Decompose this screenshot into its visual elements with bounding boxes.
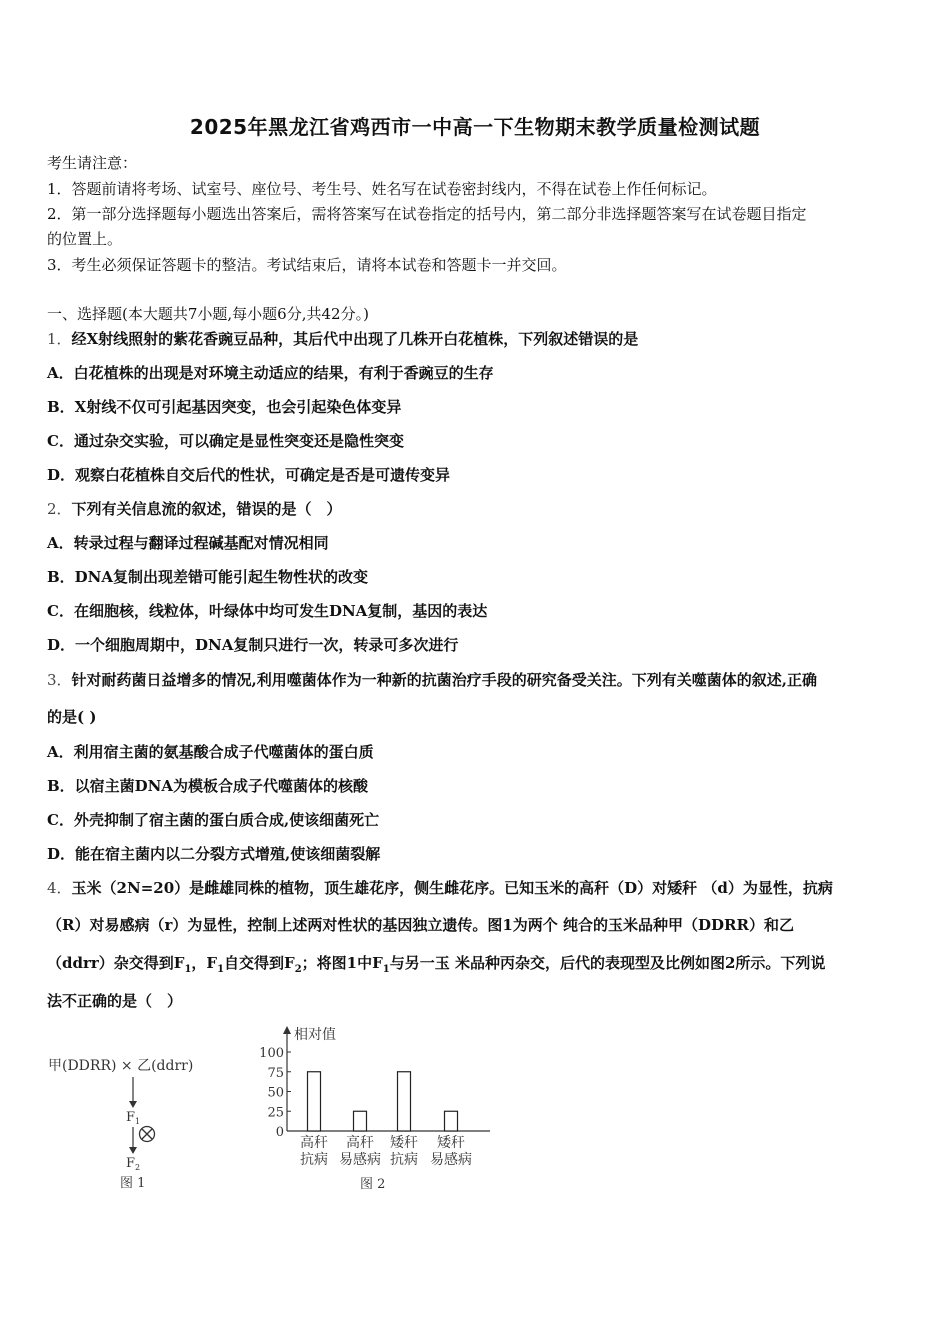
figure-1-caption: 图 1 — [120, 1176, 146, 1191]
self-cross-icon — [140, 1127, 155, 1142]
y-tick-label: 0 — [275, 1125, 284, 1140]
notice-heading: 考生请注意： — [47, 154, 138, 172]
x-tick-label: 高秆 — [300, 1135, 328, 1151]
question-3-stem-line-1 — [47, 669, 817, 690]
question-4-stem-line-4: 法不正确的是（ ） — [47, 992, 183, 1010]
question-4-stem-line-3 — [47, 952, 825, 975]
q2-option-b: B．DNA复制出现差错可能引起生物性状的改变 — [47, 568, 369, 586]
bar — [354, 1111, 367, 1131]
x-tick-label: 易感病 — [430, 1152, 472, 1168]
page-title: 2025年黑龙江省鸡西市一中高一下生物期末教学质量检测试题 — [189, 115, 761, 139]
f1-label: $F_1$ — [126, 1110, 141, 1126]
subscript: 1 — [382, 964, 390, 975]
bar — [398, 1072, 411, 1131]
y-axis-arrow-icon — [283, 1026, 291, 1034]
q1-option-d: D．观察白花植株自交后代的性状，可确定是否是可遗传变异 — [47, 466, 451, 484]
bar — [445, 1111, 458, 1131]
question-text: 针对耐药菌日益增多的情况,利用噬菌体作为一种新的抗菌治疗手段的研究备受关注。下列有关噬菌体的叙述,正确 — [71, 671, 817, 689]
question-number: 1． — [47, 330, 72, 348]
text-fragment: ，F — [191, 954, 218, 972]
x-tick-label: 易感病 — [339, 1152, 381, 1168]
q2-option-d: D．一个细胞周期中，DNA复制只进行一次，转录可多次进行 — [47, 636, 459, 654]
q3-option-c: C．外壳抑制了宿主菌的蛋白质合成,使该细菌死亡 — [47, 811, 380, 829]
y-tick-label: 50 — [267, 1085, 284, 1101]
f2-label: $F_2$ — [126, 1156, 141, 1172]
figure-2-bar-chart — [250, 1020, 510, 1200]
text-fragment: 与另一玉 米品种丙杂交，后代的表现型及比例如图2所示。下列说 — [389, 954, 826, 972]
text-fragment: （ddrr）杂交得到F — [47, 954, 185, 972]
arrow-head-icon — [129, 1147, 137, 1154]
question-4-stem-line-2: （R）对易感病（r）为显性，控制上述两对性状的基因独立遗传。图1为两个 纯合的玉米品种甲（DDRR）和乙 — [47, 916, 794, 934]
notice-item-2-line-2: 的位置上。 — [47, 230, 123, 248]
figure-1-cross-diagram — [40, 1045, 230, 1195]
q3-option-b: B．以宿主菌DNA为模板合成子代噬菌体的核酸 — [47, 777, 369, 795]
question-text: 玉米（2N=20）是雌雄同株的植物，顶生雄花序，侧生雌花序。已知玉米的高秆（D）对矮秆 （d）为显性，抗病 — [71, 879, 833, 897]
arrow-head-icon — [129, 1101, 137, 1108]
bar — [308, 1072, 321, 1131]
x-tick-label: 抗病 — [390, 1152, 418, 1168]
subscript: 1 — [217, 964, 225, 975]
x-tick-label: 矮秆 — [437, 1135, 465, 1151]
text-fragment: 自交得到F — [224, 954, 295, 972]
cross-label: 甲(DDRR) × 乙(ddrr) — [48, 1058, 194, 1074]
notice-item-2-line-1: 2．第一部分选择题每小题选出答案后，需将答案写在试卷指定的括号内，第二部分非选择题答案写在试卷题目指定 — [47, 205, 807, 223]
y-axis-label: 相对值 — [294, 1027, 336, 1043]
q2-option-a: A．转录过程与翻译过程碱基配对情况相同 — [47, 534, 329, 552]
question-text: 经X射线照射的紫花香豌豆品种，其后代中出现了几株开白花植株，下列叙述错误的是 — [71, 330, 639, 348]
question-text: 下列有关信息流的叙述，错误的是（ ） — [71, 500, 342, 518]
figure-2-caption: 图 2 — [360, 1177, 386, 1192]
x-tick-label: 抗病 — [300, 1152, 328, 1168]
x-tick-label: 矮秆 — [390, 1135, 418, 1151]
subscript: 2 — [294, 964, 302, 975]
section-header: 一、选择题(本大题共7小题,每小题6分,共42分。) — [47, 305, 369, 323]
question-number: 3． — [47, 671, 72, 689]
x-tick-label: 高秆 — [346, 1135, 374, 1151]
question-1-stem — [47, 328, 638, 349]
q3-option-a: A．利用宿主菌的氨基酸合成子代噬菌体的蛋白质 — [47, 743, 374, 761]
notice-item-3: 3．考生必须保证答题卡的整洁。考试结束后，请将本试卷和答题卡一并交回。 — [47, 256, 567, 274]
y-tick-label: 75 — [267, 1065, 284, 1081]
question-number: 4． — [47, 879, 72, 897]
text-fragment: ；将图1中F — [301, 954, 383, 972]
notice-item-1: 1．答题前请将考场、试室号、座位号、考生号、姓名写在试卷密封线内，不得在试卷上作任何标记。 — [47, 180, 717, 198]
y-ticks — [259, 1046, 291, 1140]
question-3-stem-line-2: 的是( ) — [47, 708, 97, 726]
bars — [308, 1072, 458, 1131]
subscript: 1 — [184, 964, 192, 975]
x-tick-labels — [300, 1134, 472, 1168]
question-4-stem-line-1 — [47, 877, 833, 898]
q3-option-d: D．能在宿主菌内以二分裂方式增殖,使该细菌裂解 — [47, 845, 381, 863]
q2-option-c: C．在细胞核，线粒体，叶绿体中均可发生DNA复制，基因的表达 — [47, 602, 488, 620]
q1-option-c: C．通过杂交实验，可以确定是显性突变还是隐性突变 — [47, 432, 404, 450]
y-tick-label: 100 — [259, 1046, 284, 1061]
q1-option-a: A．白花植株的出现是对环境主动适应的结果，有利于香豌豆的生存 — [47, 364, 494, 382]
question-2-stem — [47, 498, 342, 519]
y-tick-label: 25 — [267, 1105, 284, 1121]
question-number: 2． — [47, 500, 72, 518]
q1-option-b: B．X射线不仅可引起基因突变，也会引起染色体变异 — [47, 398, 402, 416]
